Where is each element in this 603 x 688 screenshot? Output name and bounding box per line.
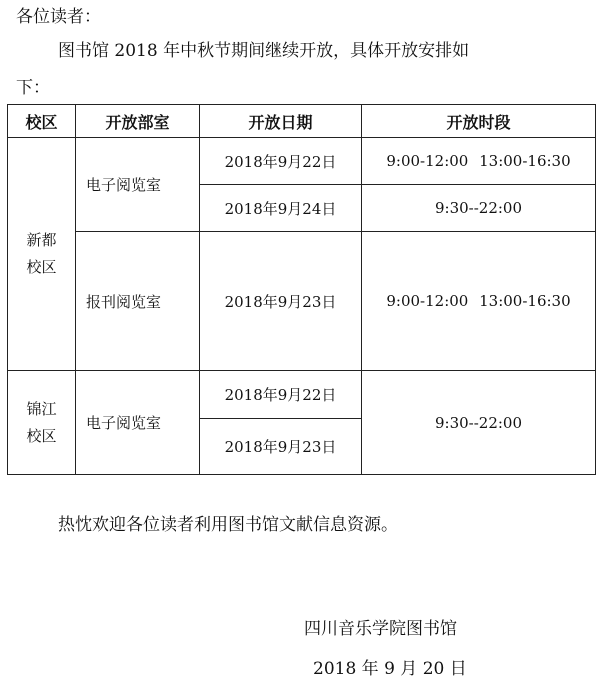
welcome-message: 热忱欢迎各位读者利用图书馆文献信息资源。 xyxy=(58,515,398,535)
table-row xyxy=(8,371,596,419)
signature: 四川音乐学院图书馆 xyxy=(304,619,457,639)
header-time: 开放时段 xyxy=(362,105,596,138)
header-date: 开放日期 xyxy=(200,105,362,138)
table-row xyxy=(8,138,596,185)
campus-cell-jinjiang xyxy=(8,371,76,475)
header-campus: 校区 xyxy=(8,105,76,138)
table-header-row xyxy=(8,105,596,138)
header-room: 开放部室 xyxy=(76,105,200,138)
intro-line-2: 下： xyxy=(16,78,50,98)
date-cell: 2018年9月23日 xyxy=(200,419,362,475)
date-cell: 2018年9月22日 xyxy=(200,371,362,419)
room-cell: 电子阅览室 xyxy=(76,138,200,232)
time-cell: 9:30--22:00 xyxy=(362,371,596,475)
date-cell: 2018年9月24日 xyxy=(200,185,362,232)
time-cell: 9:30--22:00 xyxy=(362,185,596,232)
campus-name: 校区 xyxy=(26,258,57,276)
campus-cell-xindu xyxy=(8,138,76,371)
intro-line-1: 图书馆 2018 年中秋节期间继续开放，具体开放安排如 xyxy=(58,41,470,61)
room-cell: 电子阅览室 xyxy=(76,371,200,475)
date-cell: 2018年9月22日 xyxy=(200,138,362,185)
date-cell: 2018年9月23日 xyxy=(200,232,362,371)
campus-name: 锦江 xyxy=(26,399,57,418)
time-cell: 9:00-12:00 13:00-16:30 xyxy=(362,232,596,371)
time-cell: 9:00-12:00 13:00-16:30 xyxy=(362,138,596,185)
signature-date: 2018 年 9 月 20 日 xyxy=(313,659,467,679)
table-row xyxy=(8,232,596,371)
campus-name: 新都 xyxy=(26,231,57,249)
opening-schedule-table xyxy=(7,104,596,475)
greeting: 各位读者： xyxy=(16,7,101,27)
campus-name: 校区 xyxy=(26,426,57,445)
room-cell: 报刊阅览室 xyxy=(76,232,200,371)
